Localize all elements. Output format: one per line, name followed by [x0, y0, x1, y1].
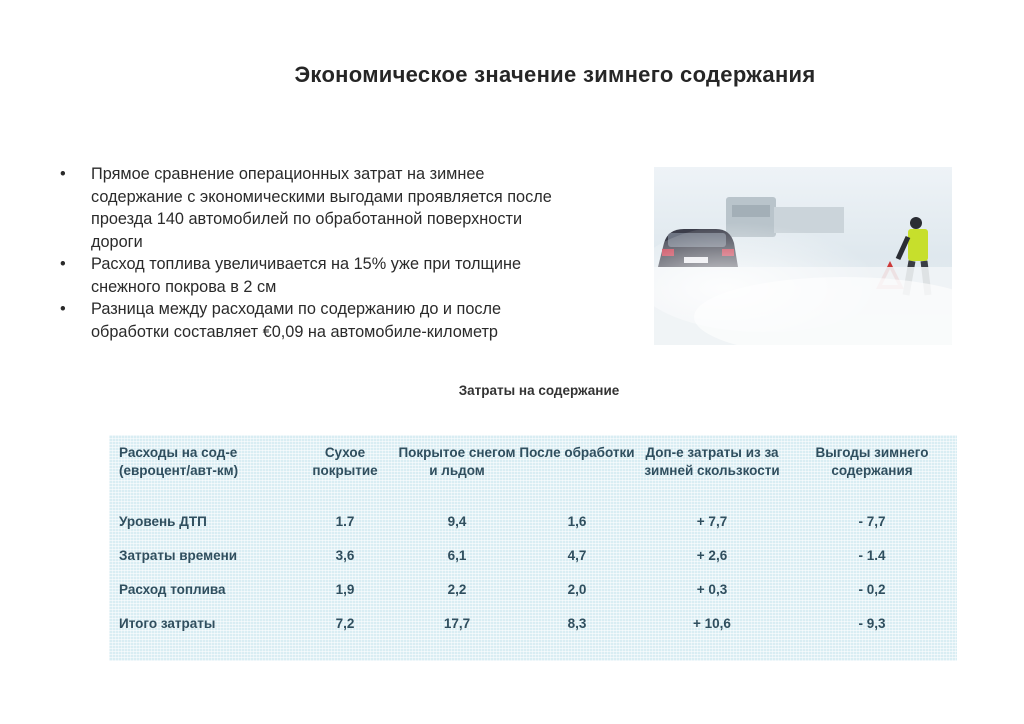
bullet-marker: • [60, 255, 66, 273]
bullet-item [60, 163, 560, 253]
table-cell: Затраты времени [119, 548, 238, 563]
table-cell: Расход топлива [119, 582, 226, 597]
column-header: Покрытое снегом и льдом [398, 445, 516, 478]
table-cell: 9,4 [447, 514, 467, 529]
table-cell: 4,7 [567, 548, 587, 563]
table-caption: Затраты на содержание [458, 383, 620, 398]
column-header: Доп-е затраты из за зимней скользкости [644, 445, 780, 478]
table-row [109, 505, 957, 539]
bullet-marker: • [60, 300, 66, 318]
table-cell: - 0,2 [858, 582, 886, 597]
bullet-text: Прямое сравнение операционных затрат на зимнее содержание с экономическими выгодами проявляется после проезда 140 автомобилей по обработанной поверхности дороги [91, 165, 552, 251]
table-cell: 1,9 [335, 582, 355, 597]
table-cell: 2,2 [447, 582, 467, 597]
bullet-text: Разница между расходами по содержанию до и после обработки составляет €0,09 на автомобиле-километр [91, 300, 502, 341]
table-cell: 3,6 [335, 548, 355, 563]
table-cell: 6,1 [447, 548, 467, 563]
table-cell: 17,7 [443, 616, 471, 631]
bullet-item [60, 253, 560, 298]
bullet-item [60, 298, 560, 343]
page-title: Экономическое значение зимнего содержания [294, 62, 816, 87]
table-cell: 1.7 [335, 514, 355, 529]
table-cell: + 2,6 [696, 548, 728, 563]
table-cell: - 7,7 [858, 514, 886, 529]
column-header: Сухое покрытие [312, 445, 378, 478]
table-row [109, 539, 957, 573]
table-header-row [109, 435, 957, 505]
column-header: Расходы на сод-е (евроцент/авт-км) [119, 445, 239, 478]
table-cell: Итого затраты [119, 616, 216, 631]
bullet-list [60, 163, 560, 343]
table-cell: + 0,3 [696, 582, 728, 597]
snowstorm-road-photo [654, 167, 952, 345]
column-header: После обработки [519, 445, 635, 460]
bullet-text: Расход топлива увеличивается на 15% уже при толщине снежного покрова в 2 см [91, 255, 522, 296]
table-row [109, 573, 957, 607]
table-cell: - 1.4 [858, 548, 886, 563]
table-cell: 1,6 [567, 514, 587, 529]
cost-table-panel [109, 435, 957, 661]
table-cell: 8,3 [567, 616, 587, 631]
table-cell: - 9,3 [858, 616, 886, 631]
cost-table [109, 435, 957, 641]
table-cell: Уровень ДТП [119, 514, 207, 529]
table-cell: 2,0 [567, 582, 587, 597]
table-row [109, 607, 957, 641]
table-cell: + 10,6 [693, 616, 731, 631]
column-header: Выгоды зимнего содержания [815, 445, 929, 478]
table-cell: 7,2 [335, 616, 355, 631]
bullet-marker: • [60, 165, 66, 183]
table-cell: + 7,7 [696, 514, 728, 529]
